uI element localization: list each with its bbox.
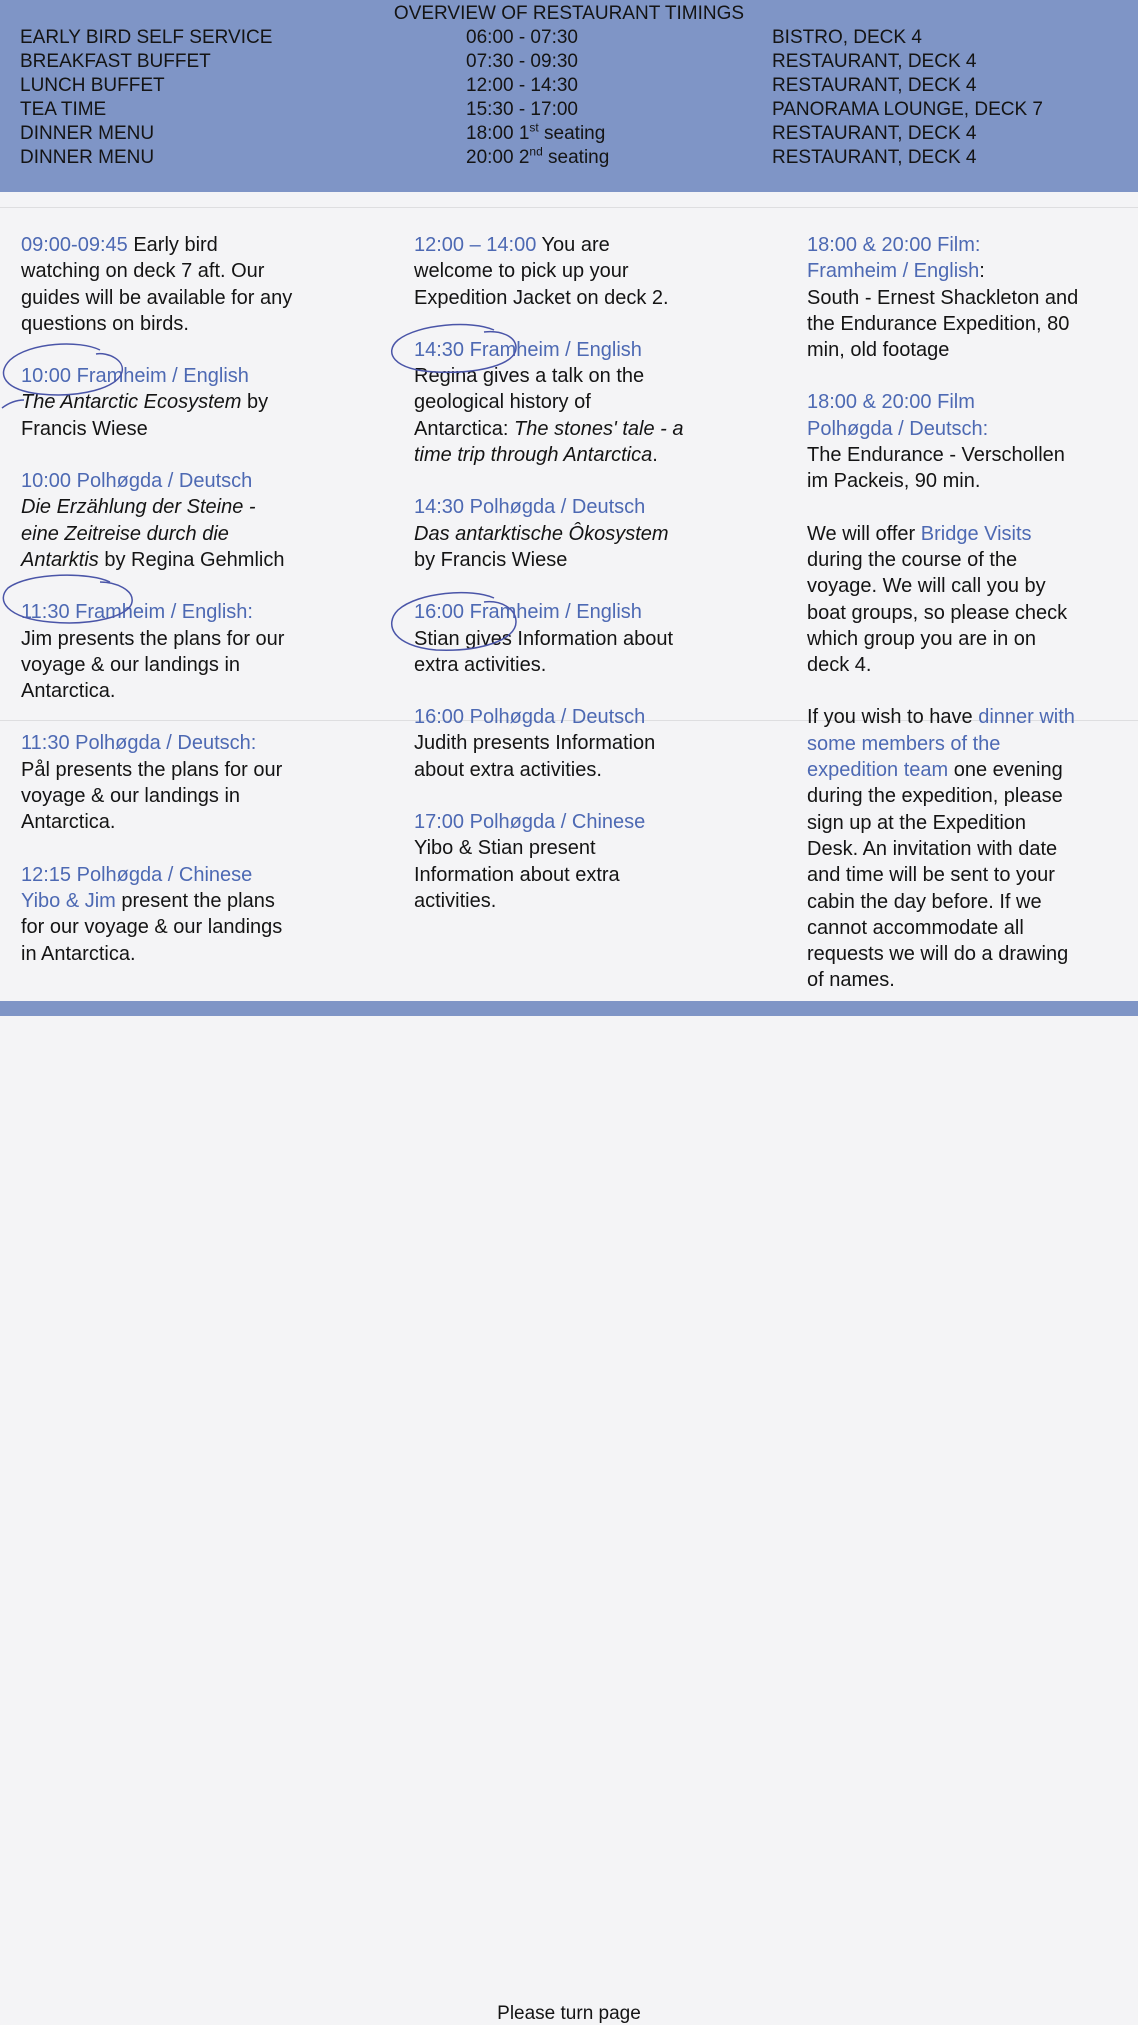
meal-location: RESTAURANT, DECK 4 bbox=[772, 147, 977, 168]
meal-location: RESTAURANT, DECK 4 bbox=[772, 75, 977, 96]
schedule-entry: 09:00-09:45 Early bird watching on deck 7 aft. Our guides will be available for any questions on birds. bbox=[21, 234, 293, 335]
paper-fold-line bbox=[0, 207, 1138, 208]
schedule-entry: 16:00 Framheim / English Stian gives Information about extra activities. bbox=[414, 601, 674, 676]
footer-band bbox=[0, 1001, 1138, 2024]
meal-time: 18:00 1st seating bbox=[466, 120, 606, 144]
schedule-entry: 17:00 Polhøgda / Chinese Yibo & Stian present Information about extra activities. bbox=[414, 811, 646, 912]
meal-time-column bbox=[466, 26, 609, 170]
meal-name: DINNER MENU bbox=[20, 123, 155, 144]
meal-name-column bbox=[20, 26, 272, 170]
schedule-entry: 12:15 Polhøgda / Chinese Yibo & Jim present the plans for our voyage & our landings in Antarctica. bbox=[21, 863, 283, 965]
schedule-entry: 14:30 Framheim / English Regina gives a talk on the geological history of Antarctica: The stones' tale - a time trip through Antarctica. bbox=[414, 338, 684, 467]
meal-location: BISTRO, DECK 4 bbox=[772, 27, 922, 48]
meal-location: RESTAURANT, DECK 4 bbox=[772, 51, 977, 72]
schedule-column-2 bbox=[414, 232, 774, 940]
schedule-entry: 11:30 Framheim / English: Jim presents the plans for our voyage & our landings in Antarctica. bbox=[21, 601, 285, 703]
meal-name: TEA TIME bbox=[20, 99, 107, 120]
meal-name: DINNER MENU bbox=[20, 147, 155, 168]
meal-time: 12:00 - 14:30 bbox=[466, 75, 578, 96]
meal-time: 07:30 - 09:30 bbox=[466, 51, 578, 72]
schedule-entry: 18:00 & 20:00 Film: Framheim / English: South - Ernest Shackleton and the Endurance Expedition, 80 min, old footage bbox=[807, 234, 1079, 362]
meal-time: 15:30 - 17:00 bbox=[466, 99, 578, 120]
schedule-entry: If you wish to have dinner with some members of the expedition team one evening during the expedition, please sign up at the Expedition Desk. An invitation with date and time will be sent to your cabin the day before. If we cannot accommodate all requests we will do a drawing of names. bbox=[807, 706, 1075, 992]
schedule-column-3 bbox=[807, 232, 1127, 1020]
meal-name: BREAKFAST BUFFET bbox=[20, 51, 211, 72]
meal-location: PANORAMA LOUNGE, DECK 7 bbox=[772, 99, 1043, 120]
meal-time: 20:00 2nd seating bbox=[466, 144, 610, 168]
timings-title: OVERVIEW OF RESTAURANT TIMINGS bbox=[393, 3, 745, 24]
restaurant-timings-band bbox=[0, 0, 1138, 192]
meal-name: LUNCH BUFFET bbox=[20, 75, 165, 96]
schedule-entry: 12:00 – 14:00 You are welcome to pick up your Expedition Jacket on deck 2. bbox=[414, 234, 669, 309]
schedule-entry: We will offer Bridge Visits during the course of the voyage. We will call you by boat groups, so please check which group you are in on deck 4. bbox=[807, 522, 1068, 677]
schedule-entry: 10:00 Polhøgda / Deutsch Die Erzählung der Steine - eine Zeitreise durch die Antarktis by Regina Gehmlich bbox=[21, 470, 285, 571]
meal-time: 06:00 - 07:30 bbox=[466, 27, 578, 48]
turn-page-note: Please turn page bbox=[497, 2003, 641, 2024]
schedule-entry: 11:30 Polhøgda / Deutsch: Pål presents the plans for our voyage & our landings in Antarctica. bbox=[21, 732, 283, 834]
schedule-entry: 14:30 Polhøgda / Deutsch Das antarktische Ôkosystem by Francis Wiese bbox=[414, 496, 669, 571]
schedule-entry: 16:00 Polhøgda / Deutsch Judith presents Information about extra activities. bbox=[414, 706, 656, 781]
schedule-column-1 bbox=[21, 232, 381, 993]
meal-location: RESTAURANT, DECK 4 bbox=[772, 123, 977, 144]
schedule-entry: 10:00 Framheim / English The Antarctic Ecosystem by Francis Wiese bbox=[21, 365, 269, 440]
meal-location-column bbox=[772, 26, 1043, 170]
meal-name: EARLY BIRD SELF SERVICE bbox=[20, 27, 273, 48]
schedule-entry: 18:00 & 20:00 Film Polhøgda / Deutsch: The Endurance - Verschollen im Packeis, 90 min. bbox=[807, 391, 1065, 493]
